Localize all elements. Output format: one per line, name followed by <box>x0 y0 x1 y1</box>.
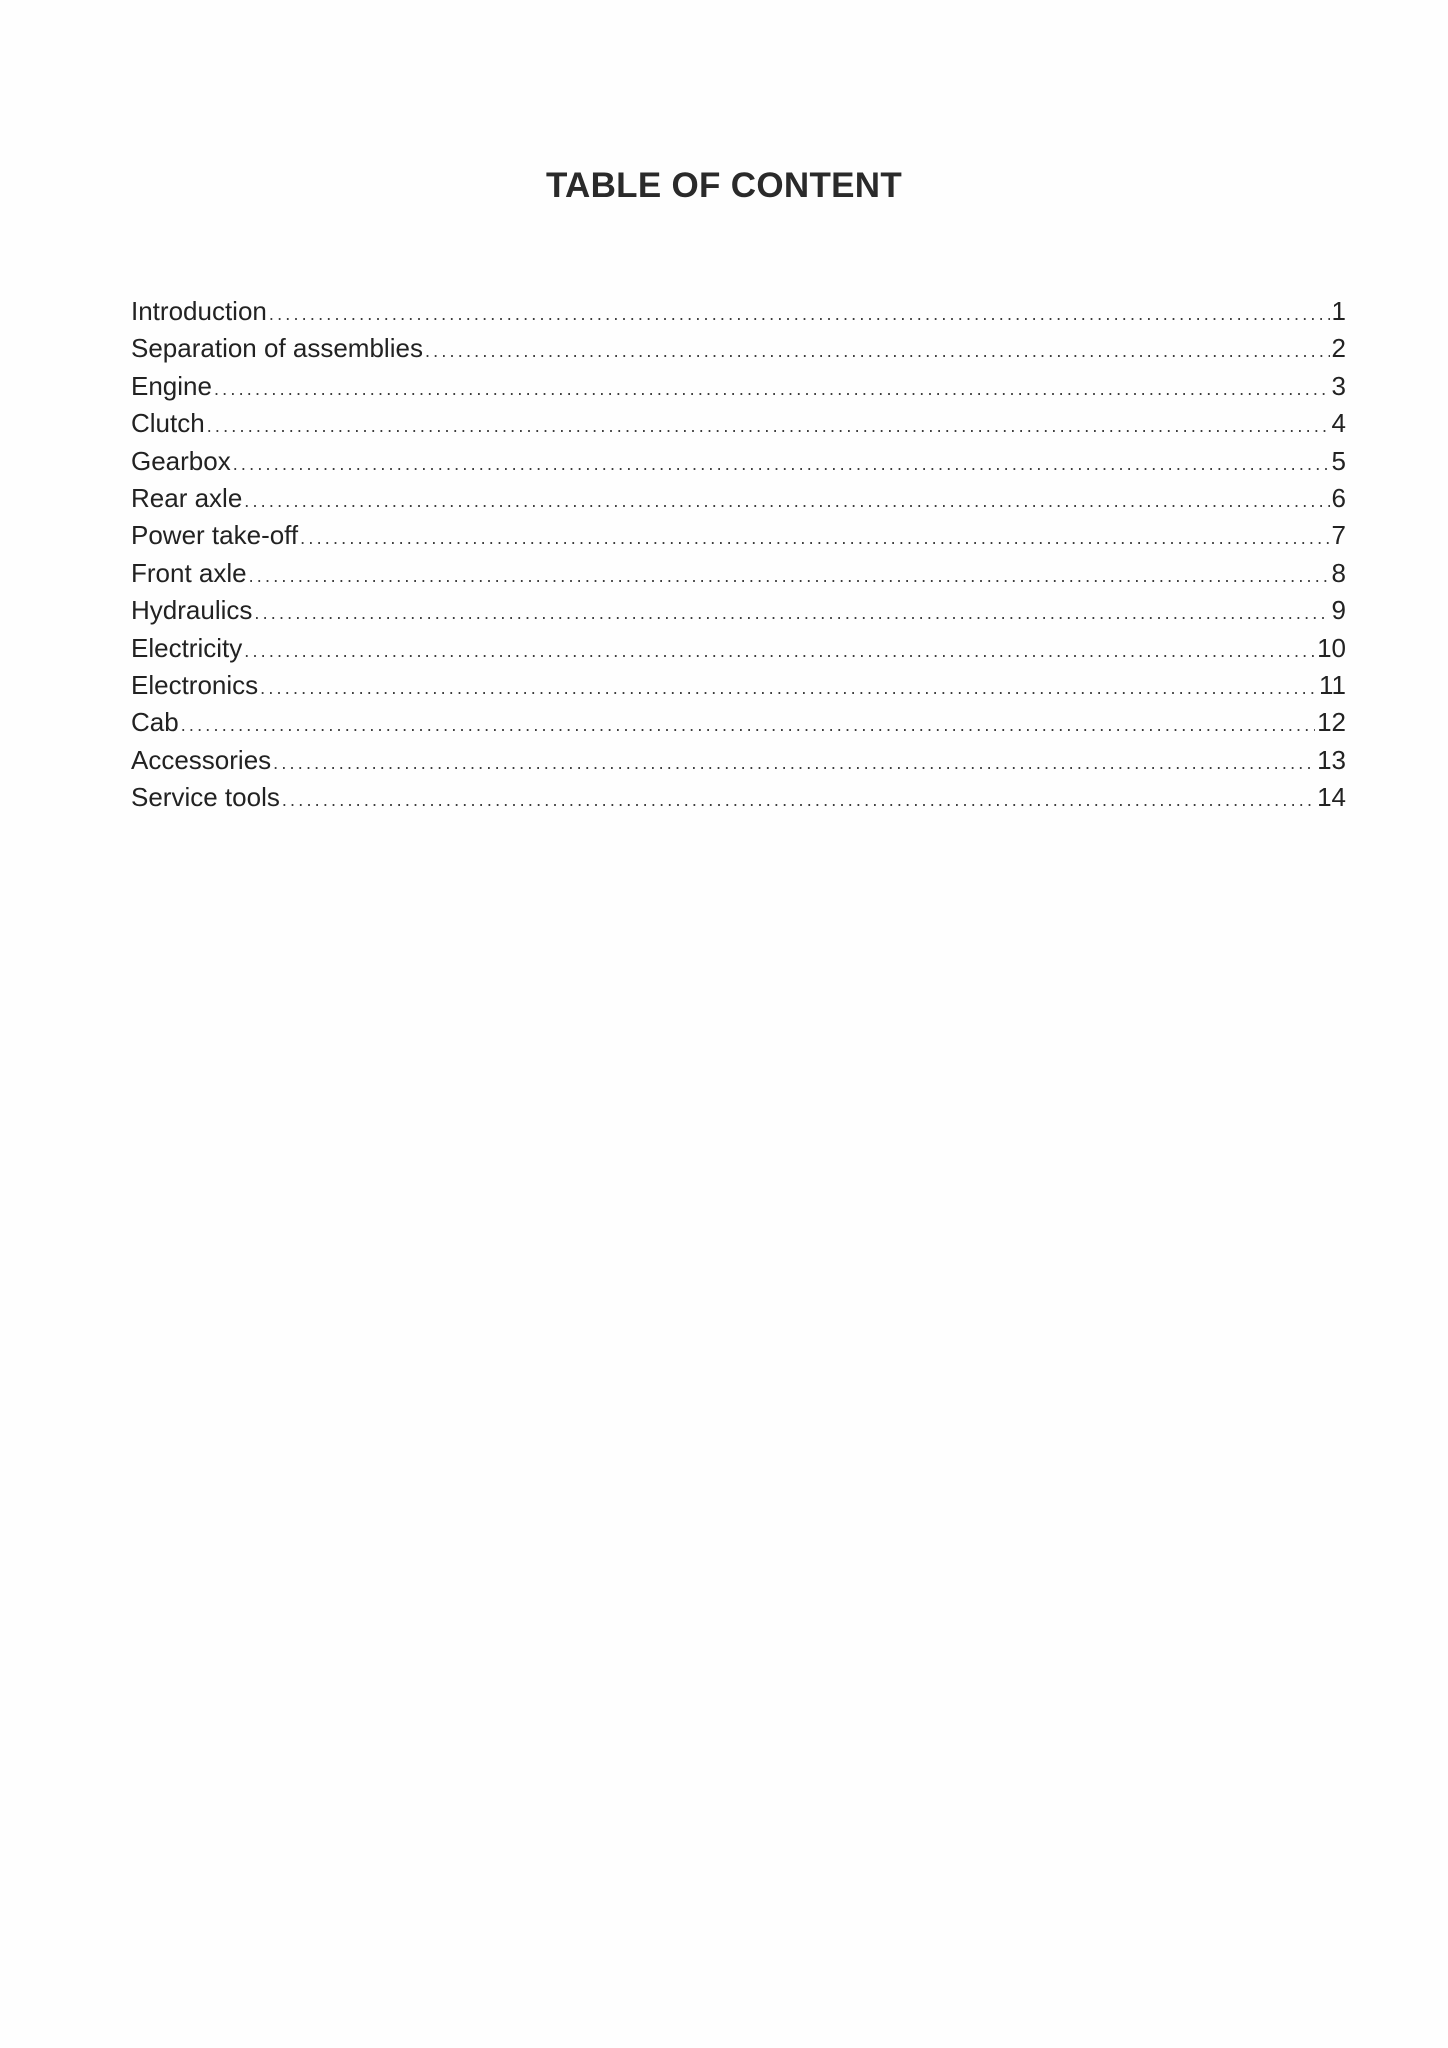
toc-entry-gearbox[interactable] <box>131 446 1346 483</box>
toc-entry-page: 10 <box>1317 632 1346 663</box>
toc-dot-leader <box>244 641 1315 662</box>
toc-entry-page: 2 <box>1331 333 1346 364</box>
toc-dot-leader <box>233 454 1330 475</box>
toc-entry-cab[interactable] <box>131 707 1346 744</box>
toc-entry-label: Rear axle <box>131 482 243 513</box>
toc-entry-rear-axle[interactable] <box>131 483 1346 520</box>
toc-entry-label: Service tools <box>131 782 280 813</box>
toc-dot-leader <box>214 379 1330 400</box>
toc-entry-label: Accessories <box>131 744 272 775</box>
toc-entry-page: 9 <box>1331 595 1346 626</box>
toc-entry-electronics[interactable] <box>131 670 1346 707</box>
toc-entry-label: Gearbox <box>131 445 231 476</box>
toc-entry-engine[interactable] <box>131 371 1346 408</box>
toc-entry-hydraulics[interactable] <box>131 595 1346 632</box>
toc-entry-service-tools[interactable] <box>131 782 1346 819</box>
toc-dot-leader <box>181 715 1315 736</box>
page-title: TABLE OF CONTENT <box>545 166 903 205</box>
toc-entry-front-axle[interactable] <box>131 558 1346 595</box>
toc-entry-label: Electricity <box>131 632 243 663</box>
toc-entry-label: Power take-off <box>131 520 299 551</box>
toc-entry-introduction[interactable] <box>131 296 1346 333</box>
toc-entry-page: 11 <box>1319 669 1346 700</box>
toc-entry-label: Hydraulics <box>131 595 253 626</box>
toc-entry-separation-of-assemblies[interactable] <box>131 333 1346 370</box>
toc-entry-label: Cab <box>131 707 179 738</box>
toc-entry-page: 1 <box>1331 296 1346 326</box>
toc-entry-label: Engine <box>131 370 212 401</box>
toc-entry-label: Electronics <box>131 669 259 700</box>
toc-entry-page: 12 <box>1317 707 1346 738</box>
toc-entry-clutch[interactable] <box>131 408 1346 445</box>
toc-entry-electricity[interactable] <box>131 633 1346 670</box>
toc-entry-accessories[interactable] <box>131 745 1346 782</box>
toc-dot-leader <box>273 753 1315 774</box>
toc-dot-leader <box>260 678 1317 699</box>
toc-entry-page: 14 <box>1317 782 1346 813</box>
toc-entry-label: Introduction <box>131 296 267 326</box>
toc-entry-page: 4 <box>1331 408 1346 439</box>
toc-dot-leader <box>249 566 1330 587</box>
toc-dot-leader <box>300 528 1329 549</box>
toc-entry-page: 5 <box>1331 445 1346 476</box>
toc-entry-page: 13 <box>1317 744 1346 775</box>
toc-entry-power-take-off[interactable] <box>131 520 1346 557</box>
toc-entry-page: 7 <box>1331 520 1346 551</box>
toc-entry-label: Clutch <box>131 408 205 439</box>
toc-entry-page: 6 <box>1331 482 1346 513</box>
toc-dot-leader <box>425 341 1330 362</box>
toc-dot-leader <box>269 304 1330 325</box>
toc-entry-page: 3 <box>1331 370 1346 401</box>
toc-entry-label: Separation of assemblies <box>131 333 423 364</box>
toc-dot-leader <box>244 491 1329 512</box>
toc-dot-leader <box>254 603 1329 624</box>
toc-entry-page: 8 <box>1331 557 1346 588</box>
toc-dot-leader <box>207 416 1330 437</box>
toc-entry-label: Front axle <box>131 557 247 588</box>
toc-dot-leader <box>282 790 1315 811</box>
table-of-contents <box>131 296 1346 819</box>
